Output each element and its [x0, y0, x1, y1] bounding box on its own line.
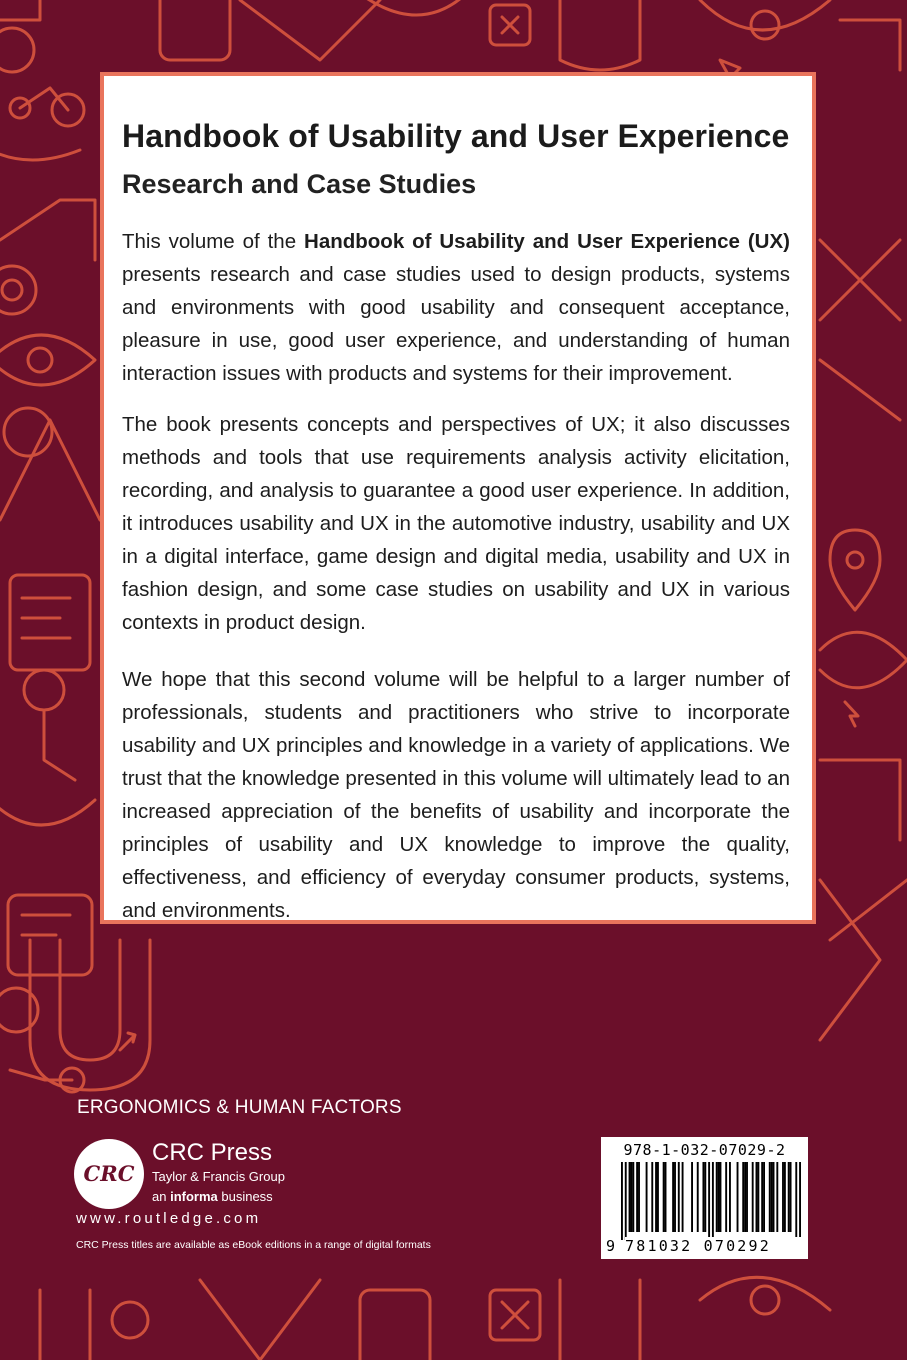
barcode-bar — [763, 1162, 765, 1232]
barcode-bar — [757, 1162, 759, 1232]
barcode-bar — [725, 1162, 727, 1232]
book-subtitle: Research and Case Studies — [122, 169, 477, 199]
layout-icon — [10, 575, 90, 670]
barcode-bar — [744, 1162, 746, 1232]
barcode-bar — [776, 1162, 778, 1232]
informa-bold: informa — [170, 1189, 218, 1204]
barcode-bar — [708, 1162, 710, 1240]
barcode-bar — [674, 1162, 676, 1232]
paragraph-1-bold-title: Handbook of Usability and User Experience (UX) — [304, 230, 790, 253]
barcode-bar — [737, 1162, 739, 1232]
barcode-bar — [663, 1162, 665, 1232]
barcode-bar — [752, 1162, 754, 1232]
barcode-bar — [769, 1162, 771, 1232]
barcode-bar — [646, 1162, 648, 1232]
barcode-bar — [718, 1162, 720, 1232]
barcode-bar — [782, 1162, 784, 1232]
barcode-bar — [697, 1162, 699, 1232]
barcode-bar — [625, 1162, 627, 1240]
barcode-bar — [720, 1162, 722, 1232]
description-paragraph-1 — [122, 225, 790, 390]
eye-icon — [28, 348, 52, 372]
barcode-bar — [702, 1162, 704, 1232]
barcode-bar — [682, 1162, 684, 1232]
paragraph-1-lead: This volume of the — [122, 230, 305, 253]
barcode-bar — [773, 1162, 775, 1232]
informa-suffix: business — [217, 1189, 273, 1204]
barcode-bar — [790, 1162, 792, 1232]
barcode-bar — [632, 1162, 634, 1232]
ean-digits: 781032 070292 — [625, 1237, 801, 1255]
barcode-bars — [621, 1162, 801, 1240]
description-panel — [100, 72, 816, 924]
barcode-bar — [716, 1162, 718, 1232]
publisher-informa-line — [152, 1189, 273, 1204]
book-title: Handbook of Usability and User Experience — [122, 118, 790, 154]
barcode-bar — [621, 1162, 623, 1240]
barcode-bar — [784, 1162, 786, 1232]
barcode-bar — [729, 1162, 731, 1232]
publisher-website: www.routledge.com — [76, 1210, 262, 1227]
barcode-bar — [678, 1162, 680, 1232]
description-paragraph-3: We hope that this second volume will be helpful to a larger number of professionals, students and practitioners who strive to incorporate usability and UX principles and knowledge in a variety of applications. We trust that the knowledge presented in this volume will ultimately lead to an increased appreciation of the benefits of usability and incorporate the principles of usability and UX knowledge to improve the quality, effectiveness, and efficiency of everyday consumer products, systems, and environments. — [122, 668, 790, 922]
isbn-number: 978-1-032-07029-2 — [623, 1141, 786, 1159]
barcode-bar — [655, 1162, 657, 1232]
barcode-bar — [795, 1162, 797, 1240]
barcode-bar — [630, 1162, 632, 1232]
barcode-bar — [756, 1162, 758, 1232]
gear-icon — [0, 266, 36, 314]
barcode-bar — [704, 1162, 706, 1232]
location-pin-icon — [847, 552, 863, 568]
publisher-name: CRC Press — [152, 1139, 273, 1166]
barcode-bar — [799, 1162, 801, 1240]
barcode-bar — [636, 1162, 638, 1232]
barcode-bar — [761, 1162, 763, 1232]
crc-logo — [74, 1139, 144, 1209]
barcode-bar — [788, 1162, 790, 1232]
series-name: ERGONOMICS & HUMAN FACTORS — [77, 1097, 402, 1118]
publisher-group: Taylor & Francis Group — [152, 1169, 285, 1184]
barcode-bar — [638, 1162, 640, 1232]
barcode-bar — [629, 1162, 631, 1232]
barcode-bar — [746, 1162, 748, 1232]
barcode-bar — [651, 1162, 653, 1232]
barcode-bar — [691, 1162, 693, 1232]
isbn-barcode — [601, 1137, 808, 1259]
paragraph-1-rest: presents research and case studies used to design products, systems and environments with good usability and consequent acceptance, pleasure in use, good user experience, and understanding of human interaction issues with products and systems for their improvement. — [122, 263, 790, 385]
description-paragraph-2: The book presents concepts and perspectives of UX; it also discusses methods and tools that use requirements analysis activity elicitation, recording, and analysis to guarantee a good user experience. In addition, it introduces usability and UX in the automotive industry, usability and UX in a digital interface, game design and digital media, usability and UX in fashion design, and some case studies on usability and UX in various contexts in product design. — [122, 413, 790, 634]
barcode-bar — [672, 1162, 674, 1232]
crc-logo-text: CRC — [83, 1161, 135, 1186]
barcode-bar — [742, 1162, 744, 1232]
barcode-bar — [657, 1162, 659, 1232]
ebook-note: CRC Press titles are available as eBook editions in a range of digital formats — [76, 1239, 431, 1251]
barcode-bar — [665, 1162, 667, 1232]
number-badge-icon — [0, 28, 34, 72]
informa-prefix: an — [152, 1189, 171, 1204]
barcode-bar — [712, 1162, 714, 1240]
barcode-bar — [771, 1162, 773, 1232]
ean-first-digit: 9 — [606, 1237, 616, 1255]
